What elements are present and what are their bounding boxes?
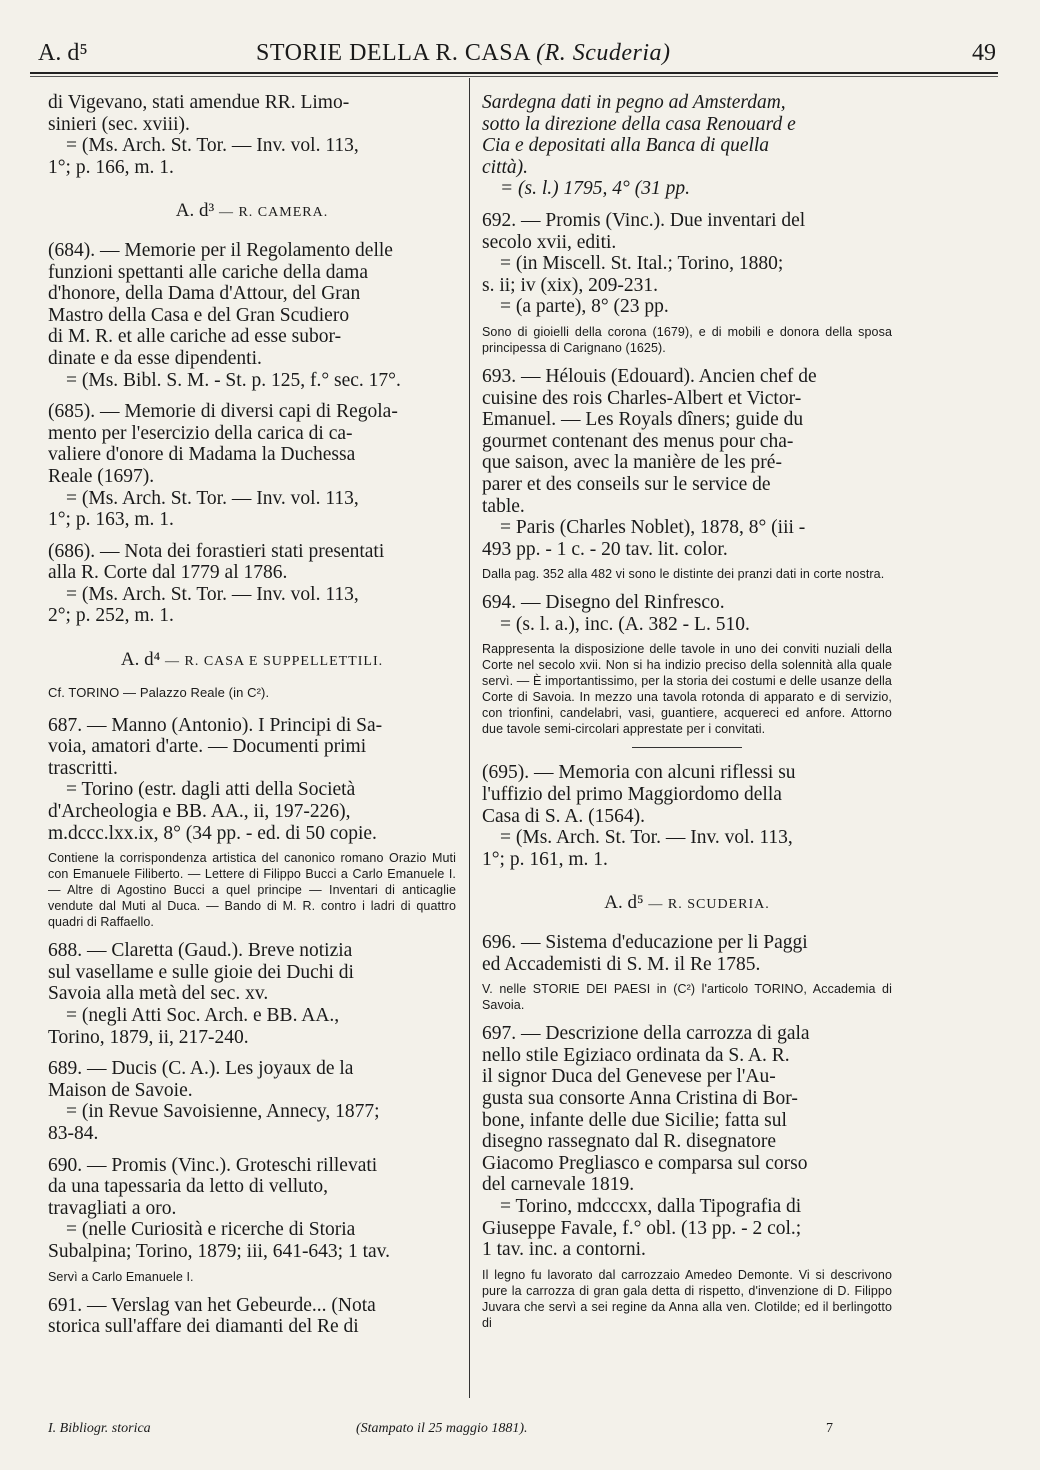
text-line: 693. — Hélouis (Edouard). Ancien chef de (482, 365, 817, 387)
text-line: 688. — Claretta (Gaud.). Breve notizia (48, 940, 353, 962)
right-column (482, 92, 892, 1341)
text-line: (685). — Memorie di diversi capi di Regola- (48, 401, 398, 423)
entry-690 (48, 1155, 456, 1263)
section-label: A. d⁵ (604, 892, 644, 914)
text-line: 1°; p. 161, m. 1. (482, 848, 608, 870)
text-line: l'uffizio del primo Maggiordomo della (482, 784, 782, 806)
section-label: A. d³ (175, 200, 215, 222)
text-line: ed Accademisti di S. M. il Re 1785. (482, 953, 761, 975)
text-line: 689. — Ducis (C. A.). Les joyaux de la (48, 1058, 354, 1080)
text-line: voia, amatori d'arte. — Documenti primi (48, 736, 367, 758)
footer-print-date: (Stampato il 25 maggio 1881). (356, 1421, 528, 1436)
text-line: (684). — Memorie per il Regolamento delle (48, 239, 393, 261)
section-title: — R. CASA E SUPPELLETTILI. (164, 654, 384, 670)
text-line: = (s. l. a.), inc. (A. 382 - L. 510. (500, 613, 750, 635)
text-line: Casa di S. A. (1564). (482, 805, 646, 827)
text-line: d'honore, della Dama d'Attour, del Gran (48, 283, 361, 305)
text-line: sotto la direzione della casa Renouard e (482, 113, 796, 135)
entry-695 (482, 762, 892, 870)
text-line: 694. — Disegno del Rinfresco. (482, 592, 725, 614)
footer-signature: 7 (826, 1421, 833, 1436)
text-line: = (a parte), 8° (23 pp. (500, 296, 669, 318)
text-line: (695). — Memoria con alcuni riflessi su (482, 762, 796, 784)
entry-689 (48, 1058, 456, 1144)
entry-697 (482, 1023, 892, 1261)
header-rule (30, 72, 998, 74)
text-line: mento per l'esercizio della carica di ca- (48, 422, 353, 444)
text-line: = (s. l.) 1795, 4° (31 pp. (500, 178, 690, 200)
column-divider (469, 78, 470, 1398)
entry-692-note: Sono di gioielli della corona (1679), e di mobili e donora della sposa principessa di Carignano (1625). (482, 324, 892, 355)
text-line: = (in Revue Savoisienne, Annecy, 1877; (66, 1101, 380, 1123)
header-rule-thin (30, 76, 998, 77)
text-line: 493 pp. - 1 c. - 20 tav. lit. color. (482, 538, 728, 560)
text-line: Mastro della Casa e del Gran Scudiero (48, 304, 350, 326)
separator-rule (632, 747, 742, 748)
text-line: di Vigevano, stati amendue RR. Limo- (48, 92, 350, 113)
section-heading-casa (48, 649, 456, 673)
text-line: (686). — Nota dei forastieri stati presentati (48, 540, 385, 562)
text-line: trascritti. (48, 757, 118, 779)
text-line: s. ii; iv (xix), 209-231. (482, 274, 659, 296)
header-title (256, 40, 671, 67)
text-line: Savoia alla metà del sec. xv. (48, 983, 269, 1005)
text-line: dinate e da esse dipendenti. (48, 347, 262, 369)
header-title-main: STORIE DELLA R. CASA (256, 40, 530, 66)
entry-694-note: Rappresenta la disposizione delle tavole in uno dei conviti nuziali della Corte nel secolo xvii. Non si ha indizio preciso della solennità alla quale servì. — È importantissimo, per la storia dei costumi e delle usanze della Corte di Savoia. In mezzo una tavola rotonda di apparato e di servizio, con trionfini, candelabri, vasi, guantiere, acquereci ed anfore. Attorno due tavole semi-circolari apprestate per i convitati. (482, 642, 892, 737)
section-title: — R. CAMERA. (218, 205, 329, 221)
entry-690-note: Servì a Carlo Emanuele I. (48, 1269, 194, 1284)
entry-693 (482, 366, 892, 560)
entry-691 (48, 1295, 456, 1338)
header-title-italic: (R. Scuderia) (536, 40, 671, 66)
page-number: 49 (972, 40, 996, 66)
running-header (38, 36, 996, 70)
text-line: del carnevale 1819. (482, 1174, 635, 1196)
text-line: bone, infante delle due Sicilie; fatta sul (482, 1109, 787, 1131)
entry-696 (482, 932, 892, 975)
text-line: 697. — Descrizione della carrozza di gala (482, 1023, 810, 1045)
text-line: disegno rassegnato dal R. disegnatore (482, 1131, 777, 1153)
text-line: table. (482, 495, 525, 517)
text-line: 696. — Sistema d'educazione per li Paggi (482, 932, 808, 954)
entry-687 (48, 715, 456, 845)
text-line: cuisine des rois Charles-Albert et Victor- (482, 387, 802, 409)
section-title: — R. SCUDERIA. (648, 897, 770, 913)
text-line: 692. — Promis (Vinc.). Due inventari del (482, 209, 806, 231)
text-line: storica sull'affare dei diamanti del Re di (48, 1316, 359, 1338)
section-label: A. d⁴ (120, 649, 161, 671)
entry-687-note: Contiene la corrispondenza artistica del canonico romano Orazio Muti con Emanuele Filiberto. — Lettere di Filippo Bucci a Carlo Emanuele I. — Altre di Agostino Bucci a quel principe — Inventari di anticaglie vendute dal Muti al Duca. — Bando di M. R. contro i ladri di quattro quadri di Raffaello. (48, 851, 456, 930)
left-column (48, 92, 456, 1348)
text-line: 690. — Promis (Vinc.). Groteschi rillevati (48, 1154, 378, 1176)
text-line: Subalpina; Torino, 1879; iii, 641-643; 1 tav. (48, 1240, 391, 1262)
text-line: Cia e depositati alla Banca di quella (482, 135, 770, 157)
text-line: gourmet contenant des menus pour cha- (482, 430, 794, 452)
text-line: = (nelle Curiosità e ricerche di Storia (66, 1219, 356, 1241)
text-line: da una tapessaria da letto di velluto, (48, 1176, 328, 1198)
entry-692 (482, 210, 892, 318)
text-line: m.dccc.lxx.ix, 8° (34 pp. - ed. di 50 copie. (48, 822, 377, 844)
text-line: 691. — Verslag van het Gebeurde... (Nota (48, 1294, 376, 1316)
text-line: Sardegna dati in pegno ad Amsterdam, (482, 92, 786, 113)
text-line: = (in Miscell. St. Ital.; Torino, 1880; (500, 253, 784, 275)
entry-688 (48, 940, 456, 1048)
text-line: città). (482, 156, 529, 178)
text-line: Reale (1697). (48, 465, 155, 487)
text-line: parer et des conseils sur le service de (482, 473, 771, 495)
entry-696-note: V. nelle STORIE DEI PAESI in (C²) l'articolo TORINO, Accademia di Savoia. (482, 982, 892, 1013)
entry-694 (482, 592, 892, 635)
section-heading-camera (48, 200, 456, 224)
entry-697-note: Il legno fu lavorato dal carrozzaio Amedeo Demonte. Vi si descrivono pure la carrozza di gran gala detta di rispetto, d'invenzione di D. Filippo Juvara che servì a sei regine da Anna alla ven. Clotilde; ed il berlingotto di (482, 1267, 892, 1330)
text-line: = (negli Atti Soc. Arch. e BB. AA., (66, 1005, 340, 1026)
text-line: 83-84. (48, 1122, 99, 1144)
text-line: Giacomo Pregliasco e comparsa sul corso (482, 1152, 808, 1174)
text-line: secolo xvii, editi. (482, 231, 617, 253)
text-line: = (Ms. Arch. St. Tor. — Inv. vol. 113, (66, 487, 359, 509)
text-line: = (Ms. Arch. St. Tor. — Inv. vol. 113, (66, 135, 359, 157)
text-line: sinieri (sec. xviii). (48, 113, 190, 135)
section-heading-scuderia (482, 892, 892, 916)
text-line: = Torino, mdcccxx, dalla Tipografia di (500, 1195, 802, 1217)
entry-vigevano (48, 92, 456, 178)
cross-reference: Cf. TORINO — Palazzo Reale (in C²). (48, 684, 270, 700)
text-line: 1°; p. 163, m. 1. (48, 509, 174, 531)
entry-684 (48, 240, 456, 391)
text-line: = Torino (estr. dagli atti della Società (66, 779, 356, 801)
text-line: Torino, 1879, ii, 217-240. (48, 1026, 249, 1048)
text-line: 1°; p. 166, m. 1. (48, 156, 174, 178)
text-line: valiere d'onore di Madama la Duchessa (48, 444, 356, 466)
text-line: Giuseppe Favale, f.° obl. (13 pp. - 2 col.; (482, 1217, 802, 1239)
text-line: 1 tav. inc. a contorni. (482, 1239, 646, 1261)
text-line: que saison, avec la manière de les pré- (482, 452, 782, 474)
text-line: 2°; p. 252, m. 1. (48, 605, 174, 627)
footer-series: I. Bibliogr. storica (48, 1421, 151, 1436)
text-line: Emanuel. — Les Royals dîners; guide du (482, 409, 804, 431)
text-line: = (Ms. Bibl. S. M. - St. p. 125, f.° sec. 17°. (66, 369, 401, 391)
text-line: gusta sua consorte Anna Cristina di Bor- (482, 1088, 798, 1109)
entry-691-continued (482, 92, 892, 200)
text-line: di M. R. et alle cariche ad esse subor- (48, 326, 342, 348)
header-section-label: A. d⁵ (38, 40, 88, 66)
text-line: sul vasellame e sulle gioie dei Duchi di (48, 961, 354, 983)
entry-685 (48, 401, 456, 531)
text-line: alla R. Corte dal 1779 al 1786. (48, 562, 288, 584)
text-line: Maison de Savoie. (48, 1079, 193, 1101)
entry-686 (48, 541, 456, 627)
text-line: d'Archeologia e BB. AA., ii, 197-226), (48, 801, 351, 823)
text-line: il signor Duca del Genevese per l'Au- (482, 1066, 776, 1088)
text-line: 687. — Manno (Antonio). I Principi di Sa- (48, 714, 383, 736)
text-line: = (Ms. Arch. St. Tor. — Inv. vol. 113, (500, 827, 793, 849)
text-line: = (Ms. Arch. St. Tor. — Inv. vol. 113, (66, 583, 359, 605)
text-line: = Paris (Charles Noblet), 1878, 8° (iii - (500, 517, 806, 539)
entry-693-note: Dalla pag. 352 alla 482 vi sono le distinte dei pranzi dati in corte nostra. (482, 567, 885, 582)
text-line: nello stile Egiziaco ordinata da S. A. R. (482, 1044, 790, 1066)
text-line: travagliati a oro. (48, 1197, 177, 1219)
text-line: funzioni spettanti alle cariche della dama (48, 261, 368, 283)
